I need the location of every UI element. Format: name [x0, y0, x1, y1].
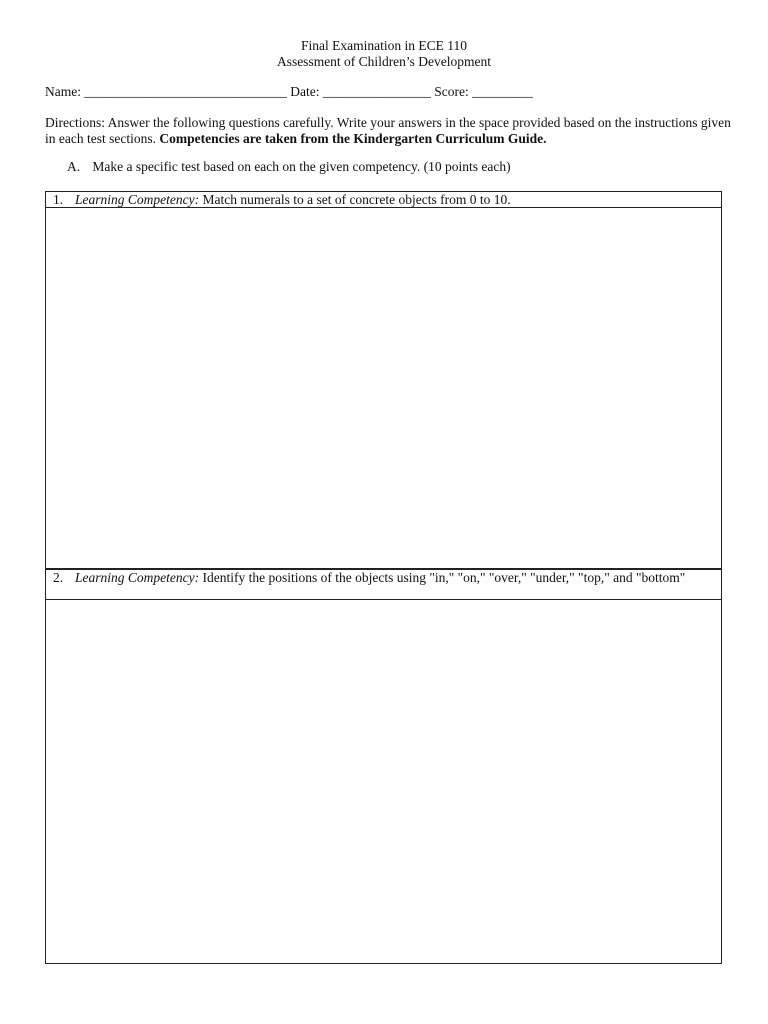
score-blank[interactable]: _________: [472, 84, 533, 99]
date-blank[interactable]: ________________: [322, 84, 431, 99]
date-label: Date:: [290, 84, 320, 99]
name-label: Name:: [45, 84, 81, 99]
section-a-instruction: [67, 159, 511, 175]
directions-bold-text: Competencies are taken from the Kindergarten Curriculum Guide.: [159, 131, 547, 146]
question-box-1: [45, 191, 722, 570]
exam-title: Final Examination in ECE 110: [301, 38, 467, 53]
question-number: 2.: [53, 570, 64, 585]
question-box-2: [45, 568, 722, 964]
competency-label: Learning Competency:: [75, 192, 200, 207]
question-header-1: [46, 192, 721, 208]
question-text: [75, 192, 713, 207]
question-text: [75, 570, 713, 585]
directions-paragraph: [45, 115, 735, 147]
competency-label: Learning Competency:: [75, 570, 200, 585]
answer-area-2[interactable]: [46, 600, 721, 962]
question-header-2: [46, 569, 721, 600]
directions-text: Directions: Answer the following questions carefully. Write your answers in the space provided based on the instructions given in each test sections.: [45, 115, 731, 146]
answer-area-1[interactable]: [46, 208, 721, 570]
score-label: Score:: [434, 84, 469, 99]
student-info-line: [45, 84, 533, 100]
name-blank[interactable]: ______________________________: [84, 84, 287, 99]
section-instruction-text: Make a specific test based on each on the given competency. (10 points each): [92, 159, 511, 174]
question-number: 1.: [53, 192, 64, 207]
competency-text: Match numerals to a set of concrete objects from 0 to 10.: [199, 192, 511, 207]
competency-text: Identify the positions of the objects using "in," "on," "over," "under," "top," and "bottom": [199, 570, 686, 585]
exam-subtitle: Assessment of Children’s Development: [276, 54, 492, 69]
exam-header: [0, 38, 768, 70]
section-letter: A.: [67, 159, 81, 174]
